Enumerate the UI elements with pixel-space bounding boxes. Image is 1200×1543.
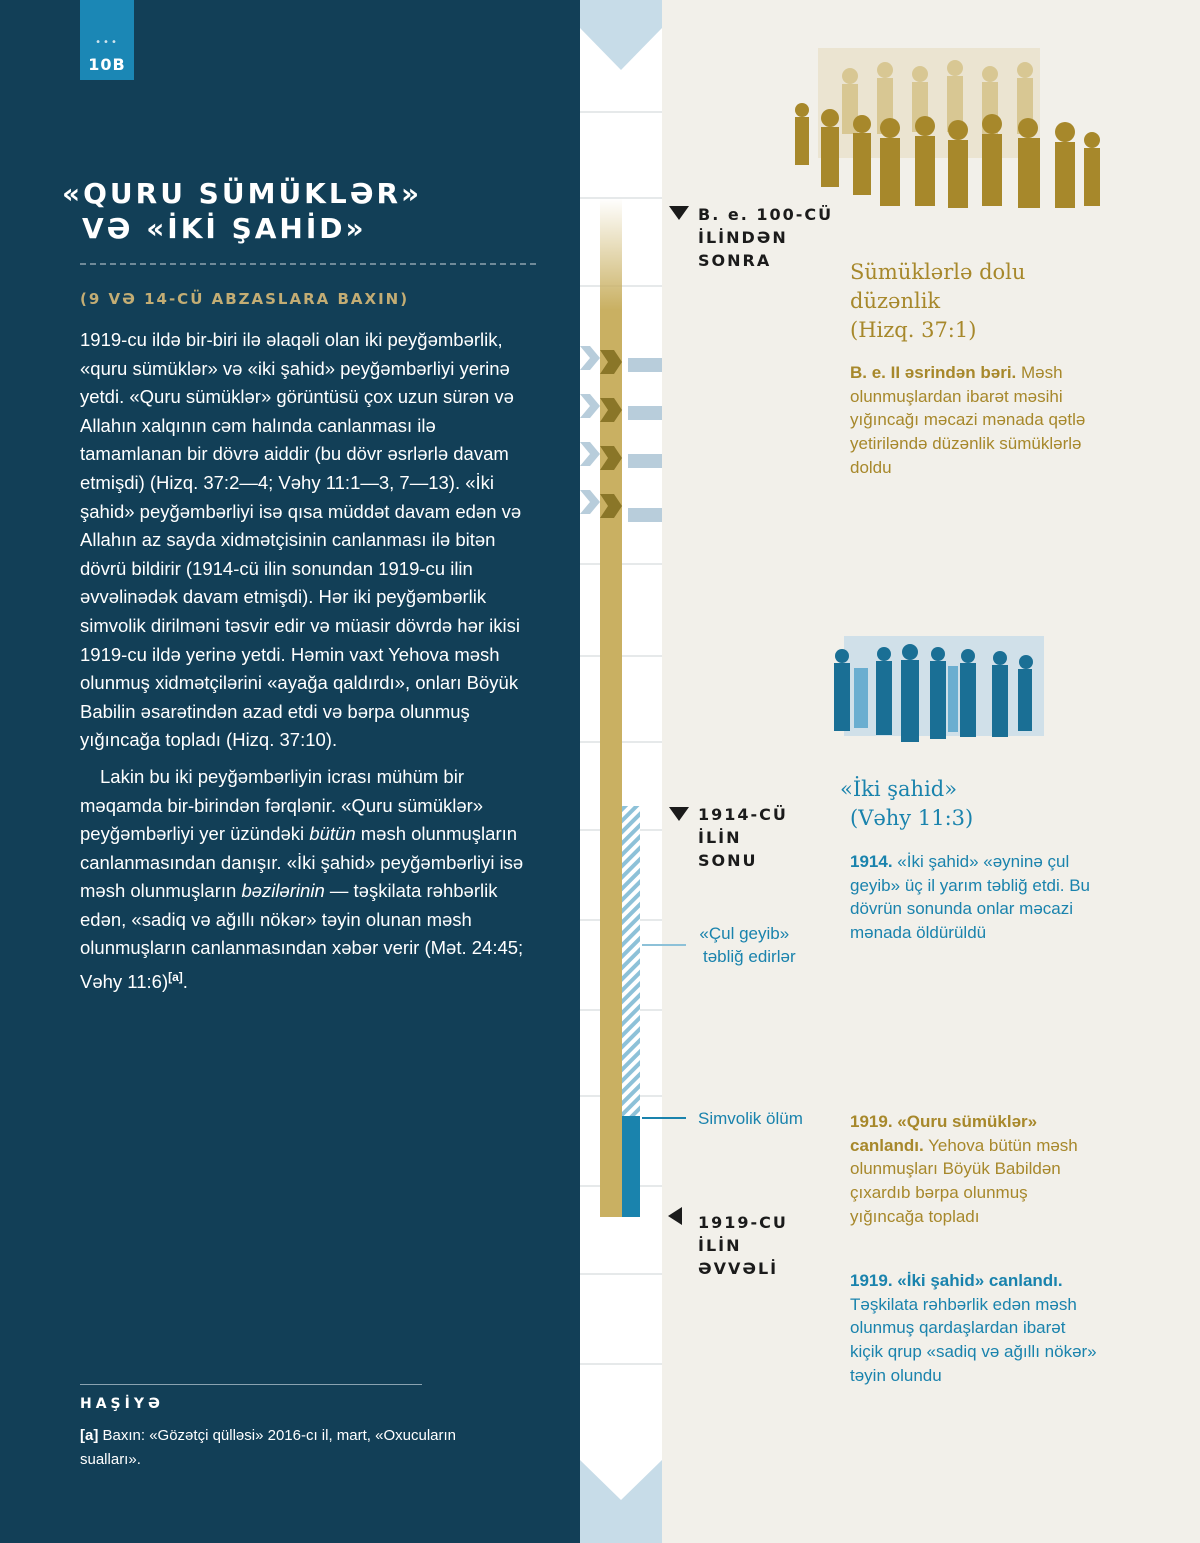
paragraph-2-part1: Lakin bu iki peyğəmbərliyin icrası mühüm bir məqamda bir-birindən fərqlənir. «Quru sümüklər» peyğəmbərliyi yer üzündəki [80, 765, 484, 845]
page-badge [80, 0, 134, 80]
revival-witnesses-bold: 1919. «İki şahid» canlandı. [850, 1271, 1063, 1290]
revival-bones-text: Yehova bütün məsh olunmuşları Böyük Babildən çıxardıb bərpa olunmuş yığıncağa topladı [850, 1135, 1078, 1226]
sackcloth-label [693, 922, 796, 968]
title-line-1: «QURU SÜMÜKLƏR» [62, 177, 423, 210]
article-body [80, 326, 526, 1005]
two-witnesses-heading-line2: (Vəhy 11:3) [850, 806, 974, 830]
page-number: 10B [88, 55, 126, 74]
dry-bones-note-bold: B. e. II əsrindən bəri. [850, 363, 1017, 382]
witnesses-illustration [828, 632, 1058, 747]
title-line-2: VƏ «İKİ ŞAHİD» [82, 212, 367, 245]
revival-witnesses-note [850, 1269, 1100, 1388]
timeline-label-1919 [698, 1211, 788, 1280]
marker-left-icon [668, 1207, 682, 1225]
page-title [62, 176, 532, 246]
label-1919-line3: ƏVVƏLİ [698, 1259, 779, 1278]
paragraph-2-part2: məsh olunmuşların canlanmasından danışır. «İki şahid» peyğəmbərliyi isə məsh olunmuşların [80, 823, 524, 902]
label-1914-line3: SONU [698, 851, 758, 870]
paragraph-2-end: . [182, 971, 188, 993]
sackcloth-pointer [642, 944, 686, 946]
dry-bones-heading-line1: Sümüklərlə dolu [850, 260, 1026, 284]
footnote-text [80, 1424, 460, 1472]
death-pointer [642, 1117, 686, 1119]
label-100-line2: İLİNDƏN [698, 228, 788, 247]
footnote-heading: HAŞİYƏ [80, 1396, 164, 1412]
dry-bones-heading-line2: düzənlik [850, 289, 941, 313]
label-1914-line2: İLİN [698, 828, 742, 847]
symbolic-death-bar [622, 1116, 640, 1217]
label-1919-line1: 1919-CU [698, 1213, 788, 1232]
symbolic-death-label: Simvolik ölüm [698, 1109, 803, 1128]
label-1914-line1: 1914-CÜ [698, 805, 788, 824]
marker-down-icon [669, 206, 689, 220]
footnote-ref-link[interactable]: [a] [168, 970, 183, 985]
revival-witnesses-text: Təşkilata rəhbərlik edən məsh olunmuş qardaşlardan ibarət kiçik qrup «sadiq və ağıllı nökər» təyin olundu [850, 1294, 1097, 1385]
paragraph-1: 1919-cu ildə bir-biri ilə əlaqəli olan iki peyğəmbərlik, «quru sümüklər» və «iki şahid» peyğəmbərliyi yerinə yetdi. «Quru sümüklər» görüntüsü çox uzun sürən və Allahın xalqının cəm halında canlanması ilə tamamlanan bir dövrə aiddir (bu dövr əsrlərlə davam etmişdi) (Hizq. 37:2—4; Vəhy 11:1—3, 7—13). «İki şahid» peyğəmbərliyi isə qısa müddət davam edən və Allahın az sayda xidmətçisinin canlanması ilə bitən dövrü bildirir (1914-cü ilin sonundan 1919-cu ilin əvvəlinədək davam etmişdi). Hər iki peyğəmbərlik simvolik dirilməni təsvir edir və müasir dövrdə hər ikisi 1919-cu ildə yerinə yetdi. Həmin vaxt Yehova məsh olunmuş xidmətçilərini «ayağa qaldırdı», onları Böyük Babilin əsarətindən azad etdi və bərpa olunmuş yığıncağa topladı (Hizq. 37:10). [80, 329, 522, 751]
marker-down-icon [669, 807, 689, 821]
sackcloth-label-line1: «Çul geyib» [699, 924, 790, 943]
article-panel [0, 0, 580, 1543]
footnote-body: Baxın: «Gözətçi qülləsi» 2016-cı il, mart, «Oxucuların sualları». [80, 1427, 457, 1468]
gold-bar [600, 355, 622, 1217]
paragraph-2-part3: — təşkilata rəhbərlik edən, «sadiq və ağıllı nökər» təyin olunan məsh olunmuşların canlanmasından xəbər verir (Mət. 24:45; Vəhy 11:6) [80, 880, 524, 993]
crowd-illustration [790, 48, 1110, 218]
two-witnesses-heading [840, 775, 973, 833]
paragraph-2 [80, 763, 526, 997]
label-100-line1: B. e. 100-CÜ [698, 205, 834, 224]
label-1919-line2: İLİN [698, 1236, 742, 1255]
timeline-graphic [580, 0, 662, 1543]
bottom-chevron [580, 1460, 662, 1543]
sackcloth-period-bar [622, 806, 640, 1116]
revival-bones-bold: 1919. «Quru sümüklər» canlandı. [850, 1112, 1038, 1155]
two-witnesses-heading-line1: «İki şahid» [840, 777, 958, 801]
two-witnesses-note-bold: 1914. [850, 852, 893, 871]
top-chevron [580, 0, 662, 70]
two-witnesses-note-text: «İki şahid» «əyninə çul geyib» üç il yarım təbliğ etdi. Bu dövrün sonunda onlar məcazi mənada öldürüldü [850, 852, 1091, 943]
emphasis-some: bəzilərinin [241, 880, 325, 902]
emphasis-all: bütün [309, 823, 356, 845]
footnote-marker: [a] [80, 1427, 99, 1444]
gold-bar-fade [600, 198, 622, 358]
revival-bones-note [850, 1110, 1095, 1229]
dry-bones-note [850, 361, 1090, 480]
two-witnesses-note [850, 850, 1090, 945]
dashed-divider [80, 263, 536, 265]
footnote-divider [80, 1384, 422, 1385]
dry-bones-heading-line3: (Hizq. 37:1) [850, 318, 977, 342]
sackcloth-label-line2: təbliğ edirlər [703, 947, 796, 966]
timeline-label-1914 [698, 803, 788, 872]
dry-bones-note-text: Məsh olunmuşlardan ibarət məsihi yığıncağı məcazi mənada qətlə yetiriləndə düzənlik sümüklərlə doldu [850, 363, 1086, 477]
paragraph-reference: (9 VƏ 14-CÜ ABZASLARA BAXIN) [80, 290, 410, 308]
badge-dots: ••• [95, 37, 119, 48]
label-100-line3: SONRA [698, 251, 772, 270]
dry-bones-heading [850, 258, 1025, 345]
